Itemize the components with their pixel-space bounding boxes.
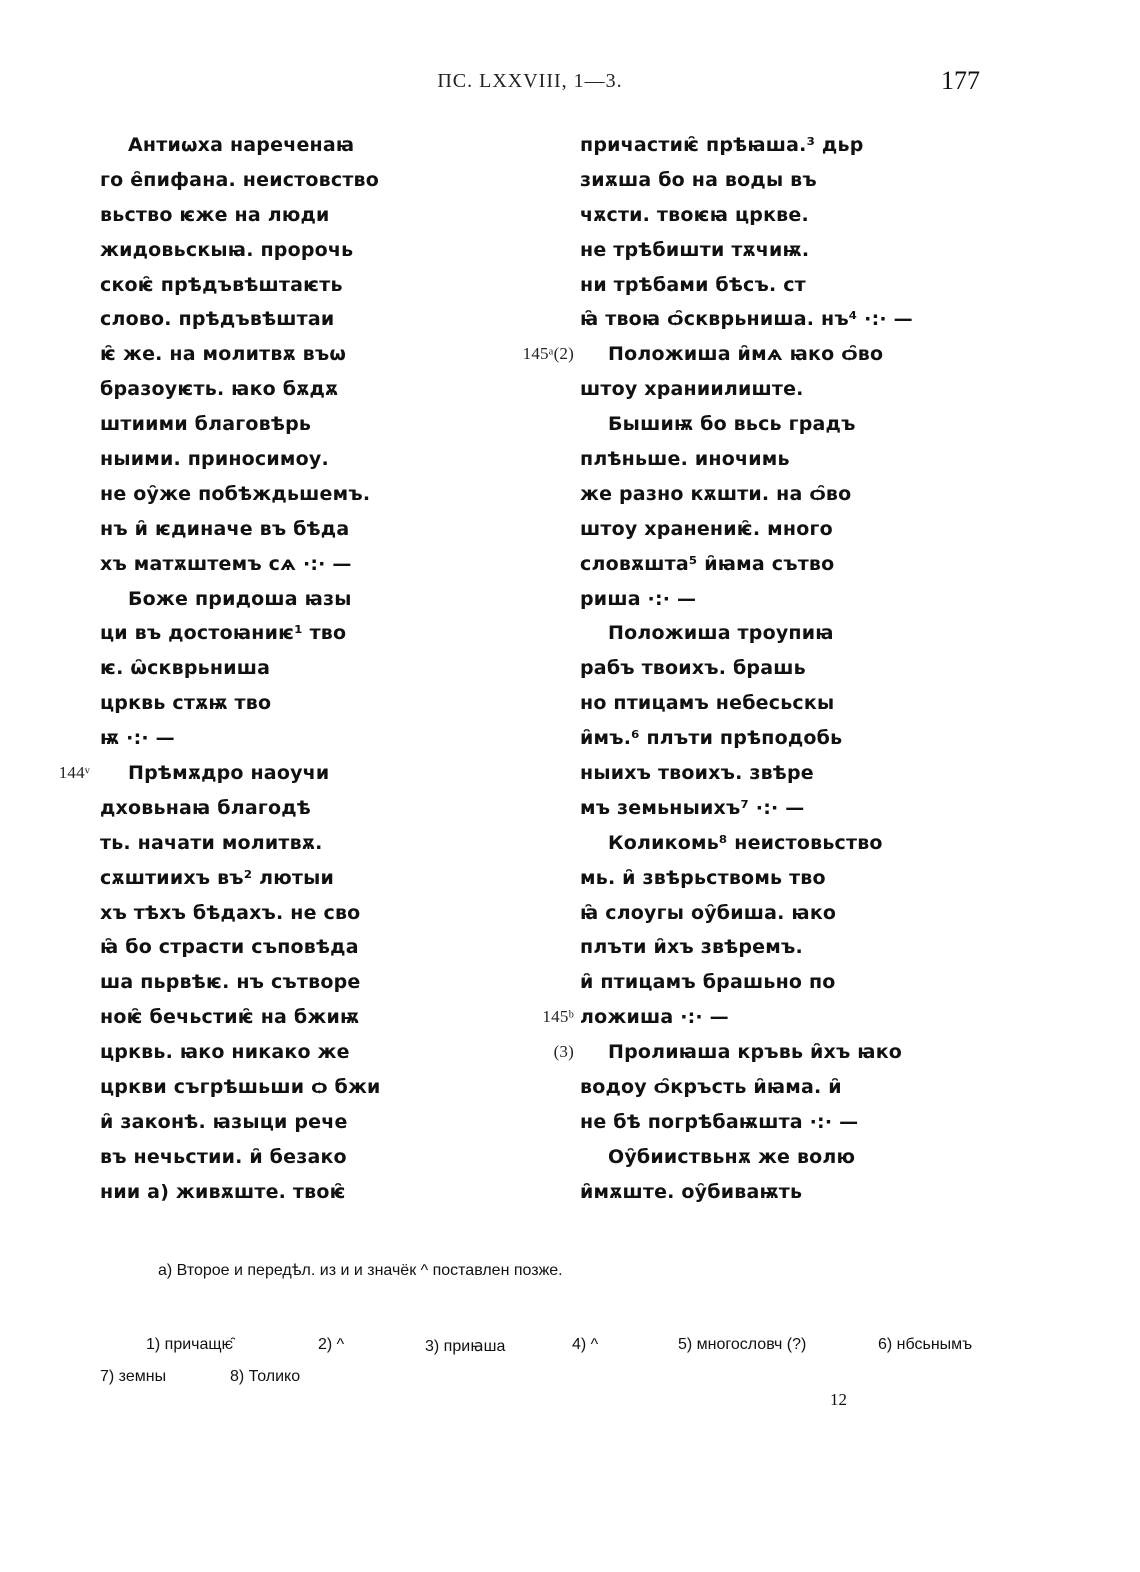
line-text: ѥ. ѡ̑скврьниша bbox=[100, 657, 271, 680]
text-line bbox=[100, 616, 420, 651]
text-line bbox=[580, 826, 900, 861]
text-line bbox=[580, 721, 900, 756]
text-line bbox=[580, 686, 900, 721]
line-text: Коликомь⁸ неистовьство bbox=[608, 831, 883, 854]
text-line bbox=[580, 547, 900, 582]
text-line bbox=[580, 442, 900, 477]
line-text: Положиша троупиꙗ bbox=[608, 622, 834, 645]
line-text: жидовьскыꙗ. пророчь bbox=[100, 238, 354, 261]
line-text: но птицамъ небесьскы bbox=[580, 692, 835, 715]
text-line bbox=[100, 1175, 420, 1210]
editorial-footnote: а) Второе и передѣл. из и и значёк ^ поставлен позже. bbox=[158, 1262, 563, 1279]
text-line bbox=[58, 756, 420, 791]
line-text: же разно кѫшти. на ѻ̑во bbox=[580, 482, 852, 505]
text-line bbox=[100, 791, 420, 826]
text-line bbox=[580, 756, 900, 791]
text-line bbox=[580, 582, 900, 617]
line-text: словѫшта⁵ и̑ꙗма сътво bbox=[580, 552, 835, 575]
line-text: дховьнаꙗ благодѣ bbox=[100, 796, 311, 819]
text-line bbox=[580, 930, 900, 965]
text-line bbox=[522, 337, 900, 372]
text-line bbox=[100, 337, 420, 372]
variant-row bbox=[100, 1368, 980, 1400]
folio-margin-note: (3) bbox=[553, 1042, 574, 1062]
text-line bbox=[100, 826, 420, 861]
text-line bbox=[100, 547, 420, 582]
folio-margin-note: 145ᵇ bbox=[542, 1007, 574, 1027]
text-line bbox=[580, 302, 913, 337]
running-head: ПС. LXXVIII, 1—3. bbox=[437, 70, 623, 92]
line-text: въ нечьстии. и̑ безако bbox=[100, 1145, 347, 1168]
line-text: не оу̑же побѣждьшемъ. bbox=[100, 482, 371, 505]
text-line bbox=[100, 721, 420, 756]
text-line bbox=[580, 1070, 900, 1105]
line-text: го е̑пифана. неистовство bbox=[100, 168, 380, 191]
text-line bbox=[100, 896, 420, 931]
line-text: слово. прѣдъвѣштаи bbox=[100, 308, 335, 331]
text-line bbox=[580, 651, 900, 686]
right-text-column bbox=[522, 128, 913, 1210]
line-text: сѫштиихъ въ² лютыи bbox=[100, 866, 335, 889]
line-text: и̑ птицамъ брашьно по bbox=[580, 971, 836, 994]
page-number: 177 bbox=[941, 66, 980, 95]
line-text: чѫсти. твоѥꙗ цркве. bbox=[580, 203, 809, 226]
text-line bbox=[580, 198, 900, 233]
text-line bbox=[580, 1140, 900, 1175]
text-line bbox=[100, 686, 420, 721]
text-line bbox=[580, 477, 900, 512]
variant-reading: 2) ^ bbox=[318, 1336, 345, 1353]
text-line bbox=[580, 616, 900, 651]
line-text: и̑ законѣ. ꙗзыци рече bbox=[100, 1110, 348, 1133]
text-line bbox=[100, 233, 420, 268]
line-text: мь. и̑ звѣрьствомь тво bbox=[580, 866, 826, 889]
variant-row bbox=[100, 1336, 980, 1368]
text-line bbox=[100, 372, 420, 407]
variant-reading: 4) ^ bbox=[572, 1336, 599, 1353]
left-text-column bbox=[58, 128, 420, 1210]
line-text: причастиѥ̑ прѣꙗша.³ дьр bbox=[580, 134, 864, 156]
line-text: Боже придоша ꙗзы bbox=[128, 587, 352, 610]
line-text: ноѥ̑ бечьстиѥ̑ на бжиѭ bbox=[100, 1006, 360, 1029]
text-line bbox=[100, 407, 420, 442]
variant-reading: 7) земны bbox=[100, 1368, 167, 1385]
line-text: ꙗ̑ слоугы оу̑биша. ꙗко bbox=[580, 901, 837, 924]
line-text: не трѣбишти тѫчиѭ. bbox=[580, 238, 810, 261]
variant-reading: 3) приꙗша bbox=[425, 1338, 506, 1355]
line-text: ци въ достоꙗниѥ¹ тво bbox=[100, 622, 347, 645]
text-line bbox=[100, 861, 420, 896]
line-text: и̑мѫште. оу̑биваѭть bbox=[580, 1180, 803, 1203]
text-line bbox=[100, 442, 420, 477]
text-line bbox=[100, 1105, 420, 1140]
text-line bbox=[100, 198, 420, 233]
text-line bbox=[580, 407, 900, 442]
variant-reading: 5) многословч (?) bbox=[678, 1336, 807, 1353]
line-text: Бышиѭ бо вьсь градъ bbox=[608, 413, 856, 436]
variant-reading: 8) Толико bbox=[230, 1368, 301, 1385]
text-line bbox=[580, 1105, 900, 1140]
line-text: вьство ѥже на люди bbox=[100, 203, 330, 226]
text-line bbox=[580, 233, 900, 268]
text-line bbox=[100, 268, 420, 303]
line-text: Пролиꙗша кръвь и̑хъ ꙗко bbox=[608, 1041, 903, 1064]
line-text: ѭ ·:· — bbox=[100, 727, 175, 750]
line-text: плъти и̑хъ звѣремъ. bbox=[580, 936, 803, 959]
line-text: ныими. приносимоу. bbox=[100, 448, 329, 471]
line-text: цркви съгрѣшьши ѻ бжи bbox=[100, 1076, 381, 1099]
line-text: ꙗ̑ твоꙗ ѻ̑скврьниша. нъ⁴ ·:· — bbox=[580, 308, 913, 331]
line-text: штоу хранениѥ̑. много bbox=[580, 517, 833, 540]
text-line bbox=[580, 128, 900, 163]
text-line bbox=[100, 1035, 420, 1070]
text-line bbox=[100, 930, 420, 965]
line-text: ныихъ твоихъ. звѣре bbox=[580, 762, 814, 785]
text-line bbox=[100, 651, 420, 686]
line-text: ѥ̑ же. на молитвѫ въѡ bbox=[100, 343, 347, 366]
line-text: Антиωха нареченаꙗ bbox=[128, 134, 355, 156]
text-line bbox=[100, 965, 420, 1000]
text-line bbox=[580, 1175, 900, 1210]
line-text: ꙗ̑ бо страсти съповѣда bbox=[100, 936, 359, 959]
printer-signature-mark: 12 bbox=[830, 1390, 847, 1409]
line-text: ша пьрвѣѥ. нъ сътворе bbox=[100, 971, 361, 994]
variant-reading: 6) нбсьнымъ bbox=[878, 1336, 973, 1353]
line-text: ть. начати молитвѫ. bbox=[100, 831, 323, 854]
text-line bbox=[580, 791, 900, 826]
text-line bbox=[100, 302, 420, 337]
line-text: зиѫша бо на воды въ bbox=[580, 168, 817, 191]
text-line bbox=[100, 1070, 420, 1105]
line-text: црквь стѫѭ тво bbox=[100, 692, 272, 715]
text-line bbox=[100, 1000, 420, 1035]
line-text: риша ·:· — bbox=[580, 587, 697, 610]
line-text: водоу ѻ̑кръсть и̑ꙗма. и̑ bbox=[580, 1076, 842, 1099]
text-line bbox=[100, 163, 420, 198]
line-text: не бѣ погрѣбаѭшта ·:· — bbox=[580, 1110, 859, 1133]
line-text: Прѣмѫдро наоучи bbox=[128, 762, 330, 785]
text-line bbox=[580, 372, 900, 407]
line-text: рабъ твоихъ. брашь bbox=[580, 657, 806, 680]
text-line bbox=[100, 582, 420, 617]
text-line bbox=[100, 477, 420, 512]
text-line bbox=[580, 268, 900, 303]
text-line bbox=[542, 1000, 900, 1035]
line-text: плѣньше. иночимь bbox=[580, 448, 790, 471]
line-text: и̑мъ.⁶ плъти прѣподобь bbox=[580, 727, 843, 750]
line-text: ни трѣбами бѣсъ. ст bbox=[580, 273, 806, 296]
text-line bbox=[580, 965, 900, 1000]
variant-reading: 1) причащѥ̑ bbox=[146, 1336, 233, 1353]
text-line bbox=[100, 1140, 420, 1175]
folio-margin-note: 145ᵃ(2) bbox=[522, 344, 574, 364]
line-text: црквь. ꙗко никако же bbox=[100, 1041, 350, 1064]
text-line bbox=[580, 861, 900, 896]
text-line bbox=[100, 128, 420, 163]
text-line bbox=[580, 163, 900, 198]
line-text: Положиша и̑мѧ ꙗко ѻ̑во bbox=[608, 343, 884, 366]
line-text: хъ тѣхъ бѣдахъ. не сво bbox=[100, 901, 361, 924]
text-line bbox=[553, 1035, 903, 1070]
line-text: Оу̑бииствьнѫ же волю bbox=[608, 1145, 856, 1168]
line-text: штиими благовѣрь bbox=[100, 413, 312, 436]
line-text: бразоуѥть. ꙗко бѫдѫ bbox=[100, 378, 339, 401]
line-text: штоу храниилиште. bbox=[580, 378, 804, 401]
folio-margin-note: 144ᵛ bbox=[58, 763, 90, 783]
text-line bbox=[580, 512, 900, 547]
line-text: мъ земьныихъ⁷ ·:· — bbox=[580, 796, 805, 819]
variant-readings bbox=[100, 1336, 980, 1400]
text-line bbox=[100, 512, 420, 547]
line-text: скоѥ̑ прѣдъвѣштаѥть bbox=[100, 273, 343, 296]
line-text: хъ матѫштемъ сѧ ·:· — bbox=[100, 552, 352, 575]
line-text: ложиша ·:· — bbox=[580, 1006, 729, 1029]
line-text: нии а) живѫште. твоѥ̑ bbox=[100, 1180, 346, 1203]
line-text: нъ и̑ ѥдиначе въ бѣда bbox=[100, 517, 350, 540]
text-line bbox=[580, 896, 900, 931]
